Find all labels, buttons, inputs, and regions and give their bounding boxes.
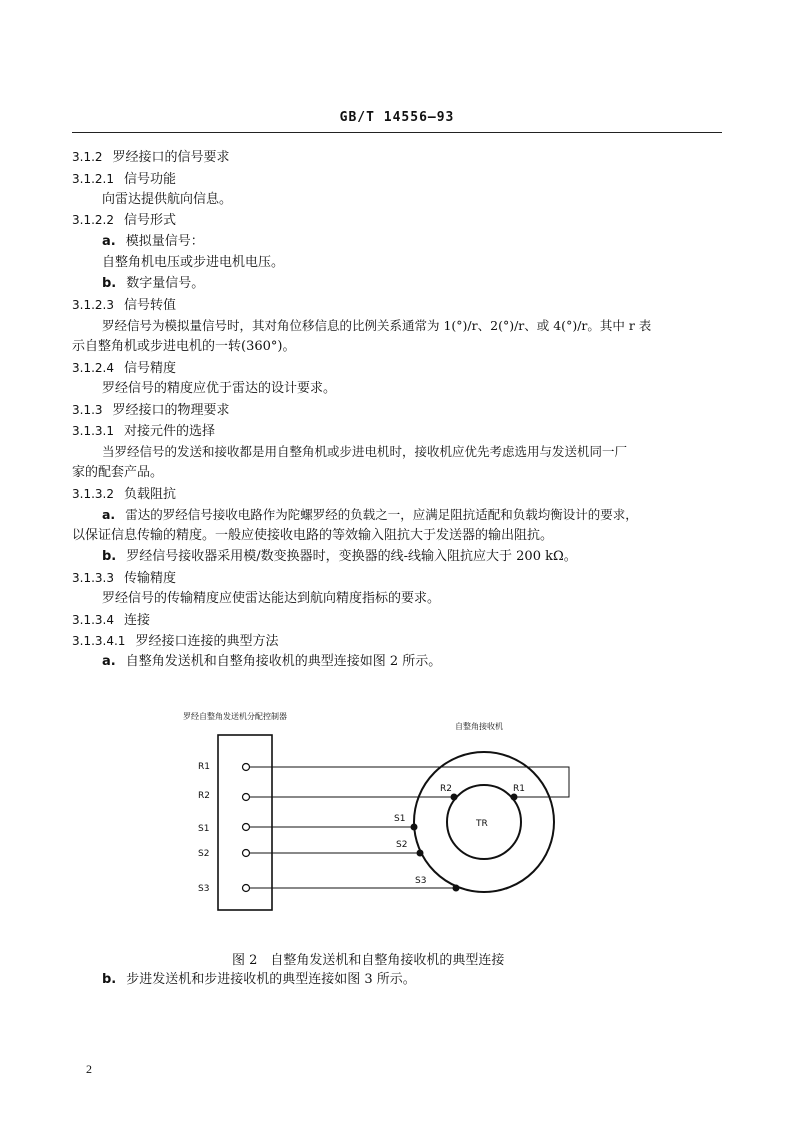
controller-title: 罗经自整角发送机分配控制器 (183, 712, 287, 721)
standard-code-header: GB/T 14556—93 (339, 110, 455, 125)
list-marker: b. (102, 276, 117, 291)
list-marker: a. (102, 654, 116, 669)
list-marker: a. (102, 234, 116, 249)
receiver-label-s3: S3 (415, 876, 427, 886)
receiver-title: 自整角接收机 (455, 722, 503, 731)
section-number: 3.1.2.4 (72, 361, 114, 375)
receiver-node-s2 (417, 850, 424, 857)
section-number: 3.1.2.3 (72, 298, 114, 312)
section-number: 3.1.3.2 (72, 487, 114, 501)
section-title: 信号功能 (123, 172, 176, 187)
paragraph-text: 以保证信息传输的精度。一般应使接收电路的等效输入阻抗大于发送器的输出阻抗。 (72, 528, 554, 543)
controller-box (218, 735, 272, 910)
section-number: 3.1.3.4 (72, 613, 114, 627)
paragraph-text: 罗经信号的传输精度应使雷达能达到航向精度指标的要求。 (102, 591, 441, 606)
paragraph-text: 罗经信号为模拟量信号时，其对角位移信息的比例关系通常为 1(°)/r、2(°)/r、或 4(°)/r。其中 r 表 (102, 318, 652, 333)
list-text: 步进发送机和步进接收机的典型连接如图 3 所示。 (126, 972, 416, 987)
list-text: 自整角发送机和自整角接收机的典型连接如图 2 所示。 (125, 654, 442, 669)
list-text: 罗经信号接收器采用模/数变换器时，变换器的线-线输入阻抗应大于 200 kΩ。 (126, 549, 577, 564)
paragraph-text: 罗经信号的精度应优于雷达的设计要求。 (102, 381, 337, 396)
terminal-s2 (243, 850, 250, 857)
terminal-label-r2: R2 (198, 791, 210, 801)
section-title: 信号转值 (123, 298, 176, 313)
receiver-label-s2: S2 (396, 840, 408, 850)
section-title: 罗经接口的物理要求 (112, 403, 230, 418)
page-number: 2 (86, 1062, 92, 1076)
section-title: 传输精度 (123, 571, 176, 586)
section-title: 对接元件的选择 (123, 424, 215, 439)
section-title: 连接 (123, 613, 150, 628)
terminal-r2 (243, 794, 250, 801)
section-number: 3.1.2 (72, 150, 103, 164)
receiver-label-r1: R1 (513, 784, 525, 794)
section-title: 信号形式 (123, 213, 176, 228)
section-title: 信号精度 (123, 361, 176, 376)
receiver-label-r2: R2 (440, 784, 452, 794)
figure-caption: 图 2 自整角发送机和自整角接收机的典型连接 (232, 953, 505, 968)
terminal-s1 (243, 824, 250, 831)
section-number: 3.1.3.3 (72, 571, 114, 585)
rotor-label: TR (476, 819, 488, 829)
section-title: 罗经接口连接的典型方法 (135, 634, 279, 649)
receiver-node-r2 (451, 794, 458, 801)
terminal-label-s3: S3 (198, 884, 210, 894)
list-text: 模拟量信号： (125, 234, 204, 249)
section-title: 负载阻抗 (123, 487, 176, 502)
section-number: 3.1.2.1 (72, 172, 114, 186)
list-marker: b. (102, 972, 117, 987)
paragraph-text: 自整角机电压或步进电机电压。 (102, 255, 285, 270)
section-number: 3.1.3.1 (72, 424, 114, 438)
paragraph-text: 向雷达提供航向信息。 (102, 192, 233, 207)
section-title: 罗经接口的信号要求 (112, 150, 230, 165)
section-number: 3.1.3 (72, 403, 103, 417)
list-marker: b. (102, 549, 117, 564)
terminal-s3 (243, 885, 250, 892)
receiver-node-r1 (511, 794, 518, 801)
terminal-r1 (243, 764, 250, 771)
receiver-node-s1 (411, 824, 418, 831)
list-marker: a. (102, 507, 116, 522)
list-text: 雷达的罗经信号接收电路作为陀螺罗经的负载之一，应满足阻抗适配和负载均衡设计的要求， (125, 507, 638, 522)
list-item (102, 972, 416, 988)
list-text: 数字量信号。 (126, 276, 205, 291)
terminal-label-r1: R1 (198, 762, 210, 772)
terminal-label-s2: S2 (198, 849, 210, 859)
section-number: 3.1.3.4.1 (72, 634, 126, 648)
paragraph-text: 当罗经信号的发送和接收都是用自整角机或步进电机时，接收机应优先考虑选用与发送机同一厂 (102, 444, 628, 459)
receiver-node-s3 (453, 885, 460, 892)
receiver-label-s1: S1 (394, 814, 406, 824)
paragraph-text: 家的配套产品。 (72, 465, 164, 480)
terminal-label-s1: S1 (198, 824, 210, 834)
section-number: 3.1.2.2 (72, 213, 114, 227)
paragraph-text: 示自整角机或步进电机的一转(360°)。 (72, 339, 296, 354)
